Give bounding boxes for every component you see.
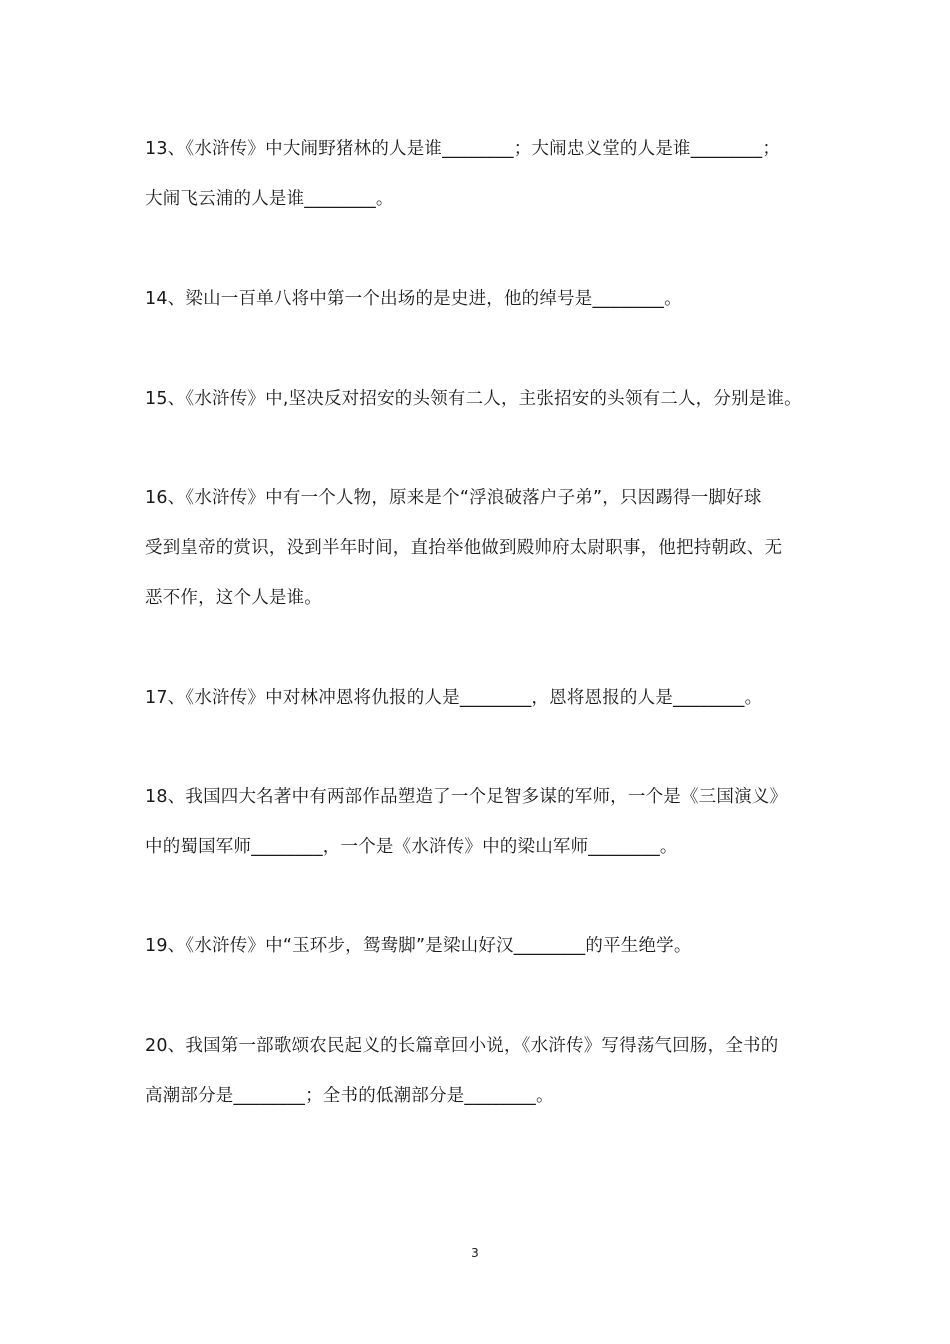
question-16-line-3: 恶不作，这个人是谁。 bbox=[145, 588, 322, 608]
question-16-line-2: 受到皇帝的赏识，没到半年时间，直抬举他做到殿帅府太尉职事，他把持朝政、无 bbox=[145, 538, 783, 558]
question-20 bbox=[145, 1021, 825, 1121]
question-13-line-1: 13、《水浒传》中大闹野猪林的人是谁________；大闹忠义堂的人是谁________； bbox=[145, 139, 781, 159]
question-18-line-1: 18、我国四大名著中有两部作品塑造了一个足智多谋的军师，一个是《三国演义》 bbox=[145, 787, 788, 807]
question-20-line-1: 20、我国第一部歌颂农民起义的长篇章回小说，《水浒传》写得荡气回肠，全书的 bbox=[145, 1036, 779, 1056]
question-17 bbox=[145, 673, 825, 723]
question-15 bbox=[145, 374, 825, 424]
question-13 bbox=[145, 124, 825, 224]
question-15-line-1: 15、《水浒传》中,坚决反对招安的头领有二人，主张招安的头领有二人，分别是谁。 bbox=[145, 389, 802, 409]
question-13-line-2: 大闹飞云浦的人是谁________。 bbox=[145, 189, 394, 209]
question-19 bbox=[145, 921, 825, 971]
question-14-line-1: 14、梁山一百单八将中第一个出场的是史进，他的绰号是________。 bbox=[145, 289, 682, 309]
question-20-line-2: 高潮部分是________；全书的低潮部分是________。 bbox=[145, 1086, 554, 1106]
question-16-line-1: 16、《水浒传》中有一个人物，原来是个“浮浪破落户子弟”，只因踢得一脚好球 bbox=[145, 488, 762, 508]
question-19-line-1: 19、《水浒传》中“玉环步，鸳鸯脚”是梁山好汉________的平生绝学。 bbox=[145, 936, 692, 956]
question-18 bbox=[145, 772, 825, 872]
question-17-line-1: 17、《水浒传》中对林冲恩将仇报的人是________，恩将恩报的人是________。 bbox=[145, 688, 763, 708]
question-14 bbox=[145, 274, 825, 324]
question-16 bbox=[145, 473, 825, 623]
question-18-line-2: 中的蜀国军师________，一个是《水浒传》中的梁山军师________。 bbox=[145, 837, 678, 857]
page-number: 3 bbox=[471, 1246, 479, 1260]
